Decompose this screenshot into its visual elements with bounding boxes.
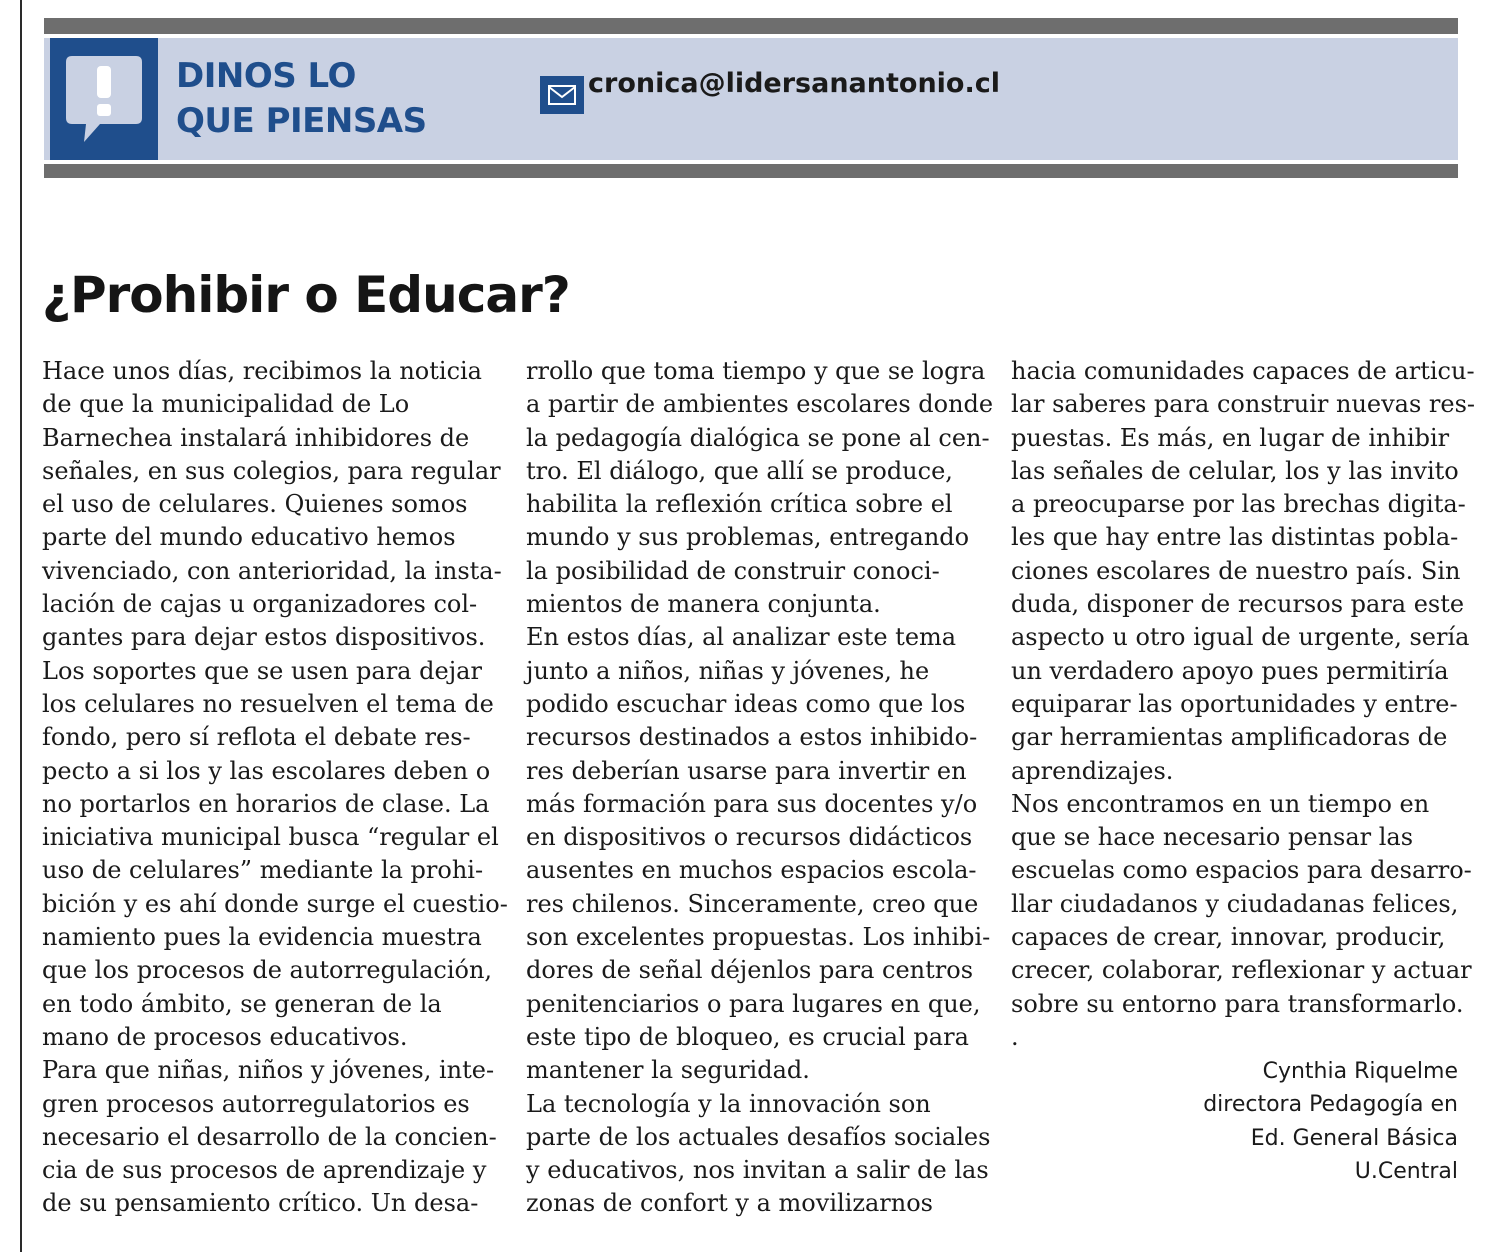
- article-text-line: Los soportes que se usen para dejar: [42, 656, 482, 685]
- article-text-line: escuelas como espacios para desarro-: [1011, 856, 1472, 885]
- mail-icon: [540, 76, 584, 114]
- author-signature: [1203, 1055, 1458, 1188]
- article-text-line: La tecnología y la innovación son: [526, 1089, 931, 1118]
- article-text-line: les que hay entre las distintas pobla-: [1011, 523, 1459, 552]
- article-text-line: dores de señal déjenlos para centros: [526, 956, 974, 985]
- header-bottom-bar: [44, 164, 1458, 178]
- article-text-line: necesario el desarrollo de la concien-: [42, 1122, 497, 1151]
- article-text-line: vivenciado, con anterioridad, la insta-: [42, 556, 502, 585]
- article-text-line: habilita la reflexión crítica sobre el: [526, 490, 953, 519]
- article-text-line: los celulares no resuelven el tema de: [42, 689, 494, 718]
- article-text-line: lar saberes para construir nuevas res-: [1011, 390, 1476, 419]
- article-text-line: pecto a si los y las escolares deben o: [42, 756, 491, 785]
- article-text-line: mano de procesos educativos.: [42, 1022, 408, 1051]
- article-text-line: podido escuchar ideas como que los: [526, 689, 966, 718]
- article-text-line: las señales de celular, los y las invito: [1011, 456, 1459, 485]
- article-text-line: bición y es ahí donde surge el cuestio-: [42, 889, 508, 918]
- article-text-line: Para que niñas, niños y jóvenes, inte-: [42, 1056, 495, 1085]
- article-text-line: namiento pues la evidencia muestra: [42, 923, 482, 952]
- article-text-line: crecer, colaborar, reflexionar y actuar: [1011, 956, 1472, 985]
- section-title: [176, 54, 427, 144]
- article-text-line: uso de celulares” mediante la prohi-: [42, 856, 484, 885]
- author-role-line2: Ed. General Básica: [1250, 1125, 1458, 1151]
- article-text-line: este tipo de bloqueo, es crucial para: [526, 1022, 969, 1051]
- author-name: Cynthia Riquelme: [1262, 1059, 1458, 1084]
- article-column-3: [1011, 355, 1476, 1054]
- article-text-line: mantener la seguridad.: [526, 1056, 810, 1085]
- article-column-1: [42, 355, 508, 1221]
- section-title-line2: QUE PIENSAS: [176, 101, 427, 141]
- article-text-line: ausentes en muchos espacios escola-: [526, 856, 977, 885]
- article-text-line: aspecto u otro igual de urgente, sería: [1011, 623, 1470, 652]
- article-text-line: fondo, pero sí reflota el debate res-: [42, 723, 471, 752]
- article-text-line: Nos encontramos en un tiempo en: [1011, 789, 1430, 818]
- author-role-line1: directora Pedagogía en: [1203, 1092, 1458, 1118]
- article-text-line: res chilenos. Sinceramente, creo que: [526, 889, 979, 918]
- header-top-bar: [44, 18, 1458, 34]
- contact-email-link[interactable]: cronica@lidersanantonio.cl: [588, 68, 1000, 99]
- article-text-line: la posibilidad de construir conoci-: [526, 556, 940, 585]
- opinion-header: [44, 18, 1458, 180]
- article-text-line: junto a niños, niñas y jóvenes, he: [526, 656, 930, 685]
- article-text-line: el uso de celulares. Quienes somos: [42, 490, 468, 519]
- article-text-line: parte del mundo educativo hemos: [42, 523, 456, 552]
- article-text-line: penitenciarios o para lugares en que,: [526, 989, 981, 1018]
- author-institution: U.Central: [1354, 1158, 1458, 1184]
- article-text-line: rrollo que toma tiempo y que se logra: [526, 357, 986, 385]
- article-text-line: lación de cajas u organizadores col-: [42, 590, 478, 619]
- article-text-line: ciones escolares de nuestro país. Sin: [1011, 556, 1461, 585]
- article-text-line: gar herramientas amplificadoras de: [1011, 723, 1448, 752]
- article-text-line: equiparar las oportunidades y entre-: [1011, 689, 1458, 718]
- article-text-line: en dispositivos o recursos didácticos: [526, 823, 973, 852]
- article-text-line: mientos de manera conjunta.: [526, 590, 881, 619]
- article-text-line: cia de sus procesos de aprendizaje y: [42, 1156, 487, 1185]
- article-text-line: de que la municipalidad de Lo: [42, 390, 410, 419]
- article-text-line: Barnechea instalará inhibidores de: [42, 423, 470, 452]
- article-text-line: un verdadero apoyo pues permitiría: [1011, 656, 1449, 685]
- article-text-line: señales, en sus colegios, para regular: [42, 456, 501, 485]
- article-text-line: son excelentes propuestas. Los inhibi-: [526, 923, 991, 952]
- article-text-line: más formación para sus docentes y/o: [526, 789, 978, 818]
- article-text-line: en todo ámbito, se generan de la: [42, 989, 442, 1018]
- article-text-line: En estos días, al analizar este tema: [526, 623, 957, 652]
- article-column-2: [526, 355, 994, 1221]
- page-margin-rule: [20, 0, 22, 1252]
- article-text-line: que los procesos de autorregulación,: [42, 956, 493, 985]
- speech-bubble-exclamation-icon: [50, 38, 158, 160]
- article-text-line: gren procesos autorregulatorios es: [42, 1089, 470, 1118]
- article-text-line: y educativos, nos invitan a salir de las: [526, 1156, 989, 1185]
- article-text-line: a preocuparse por las brechas digita-: [1011, 490, 1466, 519]
- article-text-line: hacia comunidades capaces de articu-: [1011, 357, 1475, 385]
- article-text-line: res deberían usarse para invertir en: [526, 756, 967, 785]
- article-text-line: Hace unos días, recibimos la noticia: [42, 357, 482, 385]
- article-text-line: parte de los actuales desafíos sociales: [526, 1122, 991, 1151]
- article-text-line: .: [1011, 1022, 1019, 1051]
- article-text-line: aprendizajes.: [1011, 756, 1174, 785]
- article-text-line: llar ciudadanos y ciudadanas felices,: [1011, 889, 1459, 918]
- article-text-line: duda, disponer de recursos para este: [1011, 590, 1465, 619]
- article-text-line: capaces de crear, innovar, producir,: [1011, 923, 1446, 952]
- article-text-line: recursos destinados a estos inhibido-: [526, 723, 978, 752]
- article-text-line: que se hace necesario pensar las: [1011, 823, 1414, 852]
- article-text-line: puestas. Es más, en lugar de inhibir: [1011, 423, 1450, 452]
- article-text-line: la pedagogía dialógica se pone al cen-: [526, 423, 990, 452]
- article-text-line: iniciativa municipal busca “regular el: [42, 823, 499, 852]
- article-text-line: tro. El diálogo, que allí se produce,: [526, 456, 953, 485]
- section-title-line1: DINOS LO: [176, 56, 356, 96]
- article-headline: ¿Prohibir o Educar?: [42, 266, 570, 324]
- article-text-line: mundo y sus problemas, entregando: [526, 523, 970, 552]
- article-text-line: gantes para dejar estos dispositivos.: [42, 623, 486, 652]
- article-text-line: de su pensamiento crítico. Un desa-: [42, 1189, 479, 1218]
- article-text-line: sobre su entorno para transformarlo.: [1011, 989, 1464, 1018]
- article-text-line: a partir de ambientes escolares donde: [526, 390, 994, 419]
- article-text-line: zonas de confort y a movilizarnos: [526, 1189, 933, 1218]
- article-text-line: no portarlos en horarios de clase. La: [42, 789, 490, 818]
